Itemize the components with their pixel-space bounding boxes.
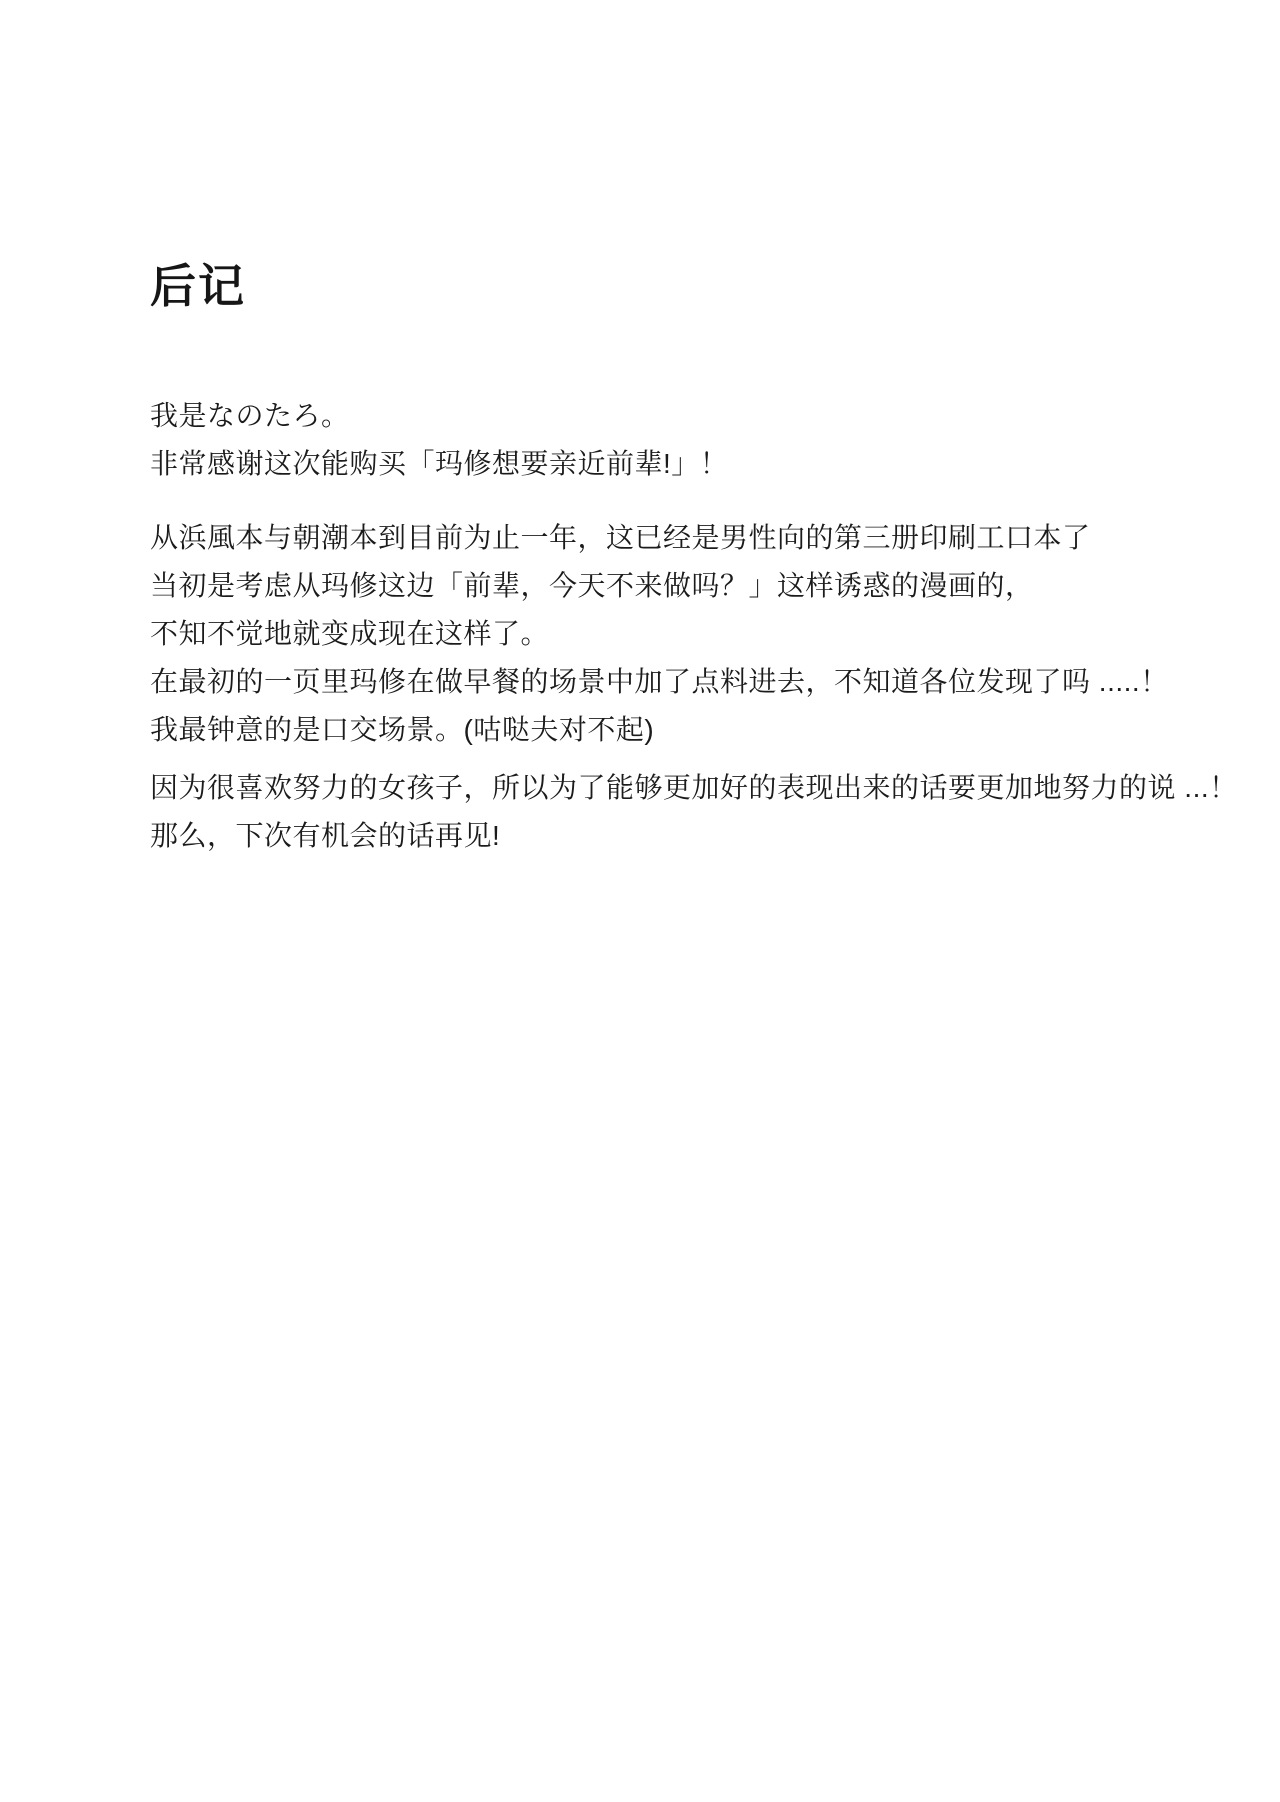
afterword-content <box>0 0 1280 860</box>
afterword-line: 因为很喜欢努力的女孩子，所以为了能够更加好的表现出来的话要更加地努力的说 ...！ <box>150 772 1238 803</box>
paragraph-main <box>150 514 1190 754</box>
afterword-line: 非常感谢这次能购买「玛修想要亲近前辈!」！ <box>150 448 729 479</box>
afterword-line: 当初是考虑从玛修这边「前辈，今天不来做吗？」这样诱惑的漫画的， <box>150 570 1034 601</box>
paragraph-intro <box>150 392 1190 488</box>
paragraph-closing <box>150 764 1238 860</box>
page-title: 后记 <box>150 260 246 312</box>
afterword-line: 从浜風本与朝潮本到目前为止一年，这已经是男性向的第三册印刷工口本了 <box>150 522 1091 553</box>
afterword-line: 在最初的一页里玛修在做早餐的场景中加了点料进去，不知道各位发现了吗 .....！ <box>150 666 1169 697</box>
afterword-line: 我是なのたろ。 <box>150 400 350 431</box>
afterword-line: 不知不觉地就变成现在这样了。 <box>150 618 550 649</box>
afterword-line: 我最钟意的是口交场景。(咕哒夫对不起) <box>150 714 655 745</box>
afterword-line: 那么，下次有机会的话再见! <box>150 820 501 851</box>
